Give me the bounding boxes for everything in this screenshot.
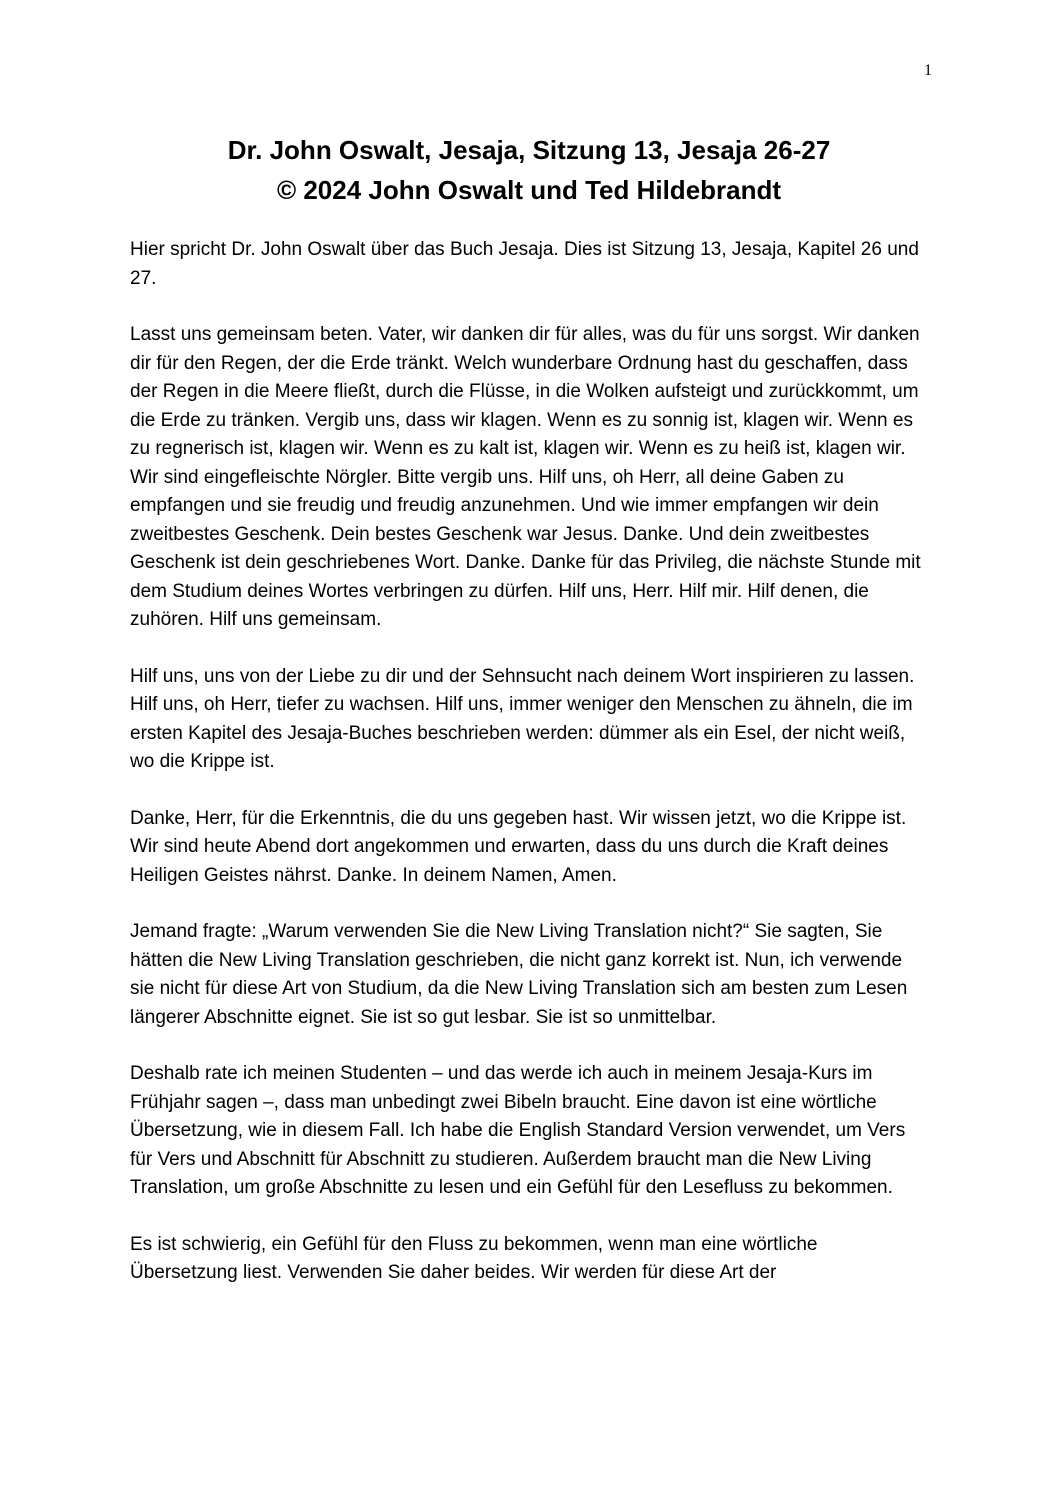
paragraph: Lasst uns gemeinsam beten. Vater, wir danken dir für alles, was du für uns sorgst. Wir danken dir für den Regen, der die Erde tränkt. Welch wunderbare Ordnung hast du geschaffen, dass der Regen in die Meere fließt, durch die Flüsse, in die Wolken aufsteigt und zurückkommt, um die Erde zu tränken. Vergib uns, dass wir klagen. Wenn es zu sonnig ist, klagen wir. Wenn es zu regnerisch ist, klagen wir. Wenn es zu kalt ist, klagen wir. Wenn es zu heiß ist, klagen wir. Wir sind eingefleischte Nörgler. Bitte vergib uns. Hilf uns, oh Herr, all deine Gaben zu empfangen und sie freudig und freudig anzunehmen. Und wie immer empfangen wir dein zweitbestes Geschenk. Dein bestes Geschenk war Jesus. Danke. Und dein zweitbestes Geschenk ist dein geschriebenes Wort. Danke. Danke für das Privileg, die nächste Stunde mit dem Studium deines Wortes verbringen zu dürfen. Hilf uns, Herr. Hilf mir. Hilf denen, die zuhören. Hilf uns gemeinsam. bbox=[130, 324, 921, 630]
paragraph: Hier spricht Dr. John Oswalt über das Buch Jesaja. Dies ist Sitzung 13, Jesaja, Kapitel 26 und 27. bbox=[130, 239, 919, 289]
paragraph: Jemand fragte: „Warum verwenden Sie die New Living Translation nicht?“ Sie sagten, Sie hätten die New Living Translation geschrieben, die nicht ganz korrekt ist. Nun, ich verwende sie nicht für diese Art von Studium, da die New Living Translation sich am besten zum Lesen längerer Abschnitte eignet. Sie ist so gut lesbar. Sie ist so unmittelbar. bbox=[130, 921, 908, 1028]
page-number: 1 bbox=[924, 62, 932, 79]
title-line-2: © 2024 John Oswalt und Ted Hildebrandt bbox=[276, 175, 782, 205]
document-body bbox=[130, 236, 930, 1316]
paragraph: Danke, Herr, für die Erkenntnis, die du uns gegeben hast. Wir wissen jetzt, wo die Krippe ist. Wir sind heute Abend dort angekommen und erwarten, dass du uns durch die Kraft deines Heiligen Geistes nährst. Danke. In deinem Namen, Amen. bbox=[130, 807, 907, 886]
paragraph: Deshalb rate ich meinen Studenten – und das werde ich auch in meinem Jesaja-Kurs im Frühjahr sagen –, dass man unbedingt zwei Bibeln braucht. Eine davon ist eine wörtliche Übersetzung, wie in diesem Fall. Ich habe die English Standard Version verwendet, um Vers für Vers und Abschnitt für Abschnitt zu studieren. Außerdem braucht man die New Living Translation, um große Abschnitte zu lesen und ein Gefühl für den Lesefluss zu bekommen. bbox=[130, 1063, 906, 1198]
paragraph: Es ist schwierig, ein Gefühl für den Fluss zu bekommen, wenn man eine wörtliche Übersetzung liest. Verwenden Sie daher beides. Wir werden für diese Art der bbox=[130, 1233, 818, 1283]
document-title bbox=[100, 130, 958, 210]
paragraph: Hilf uns, uns von der Liebe zu dir und der Sehnsucht nach deinem Wort inspirieren zu lassen. Hilf uns, oh Herr, tiefer zu wachsen. Hilf uns, immer weniger den Menschen zu ähneln, die im ersten Kapitel des Jesaja-Buches beschrieben werden: dümmer als ein Esel, der nicht weiß, wo die Krippe ist. bbox=[130, 665, 915, 772]
title-line-1: Dr. John Oswalt, Jesaja, Sitzung 13, Jesaja 26-27 bbox=[227, 135, 831, 165]
